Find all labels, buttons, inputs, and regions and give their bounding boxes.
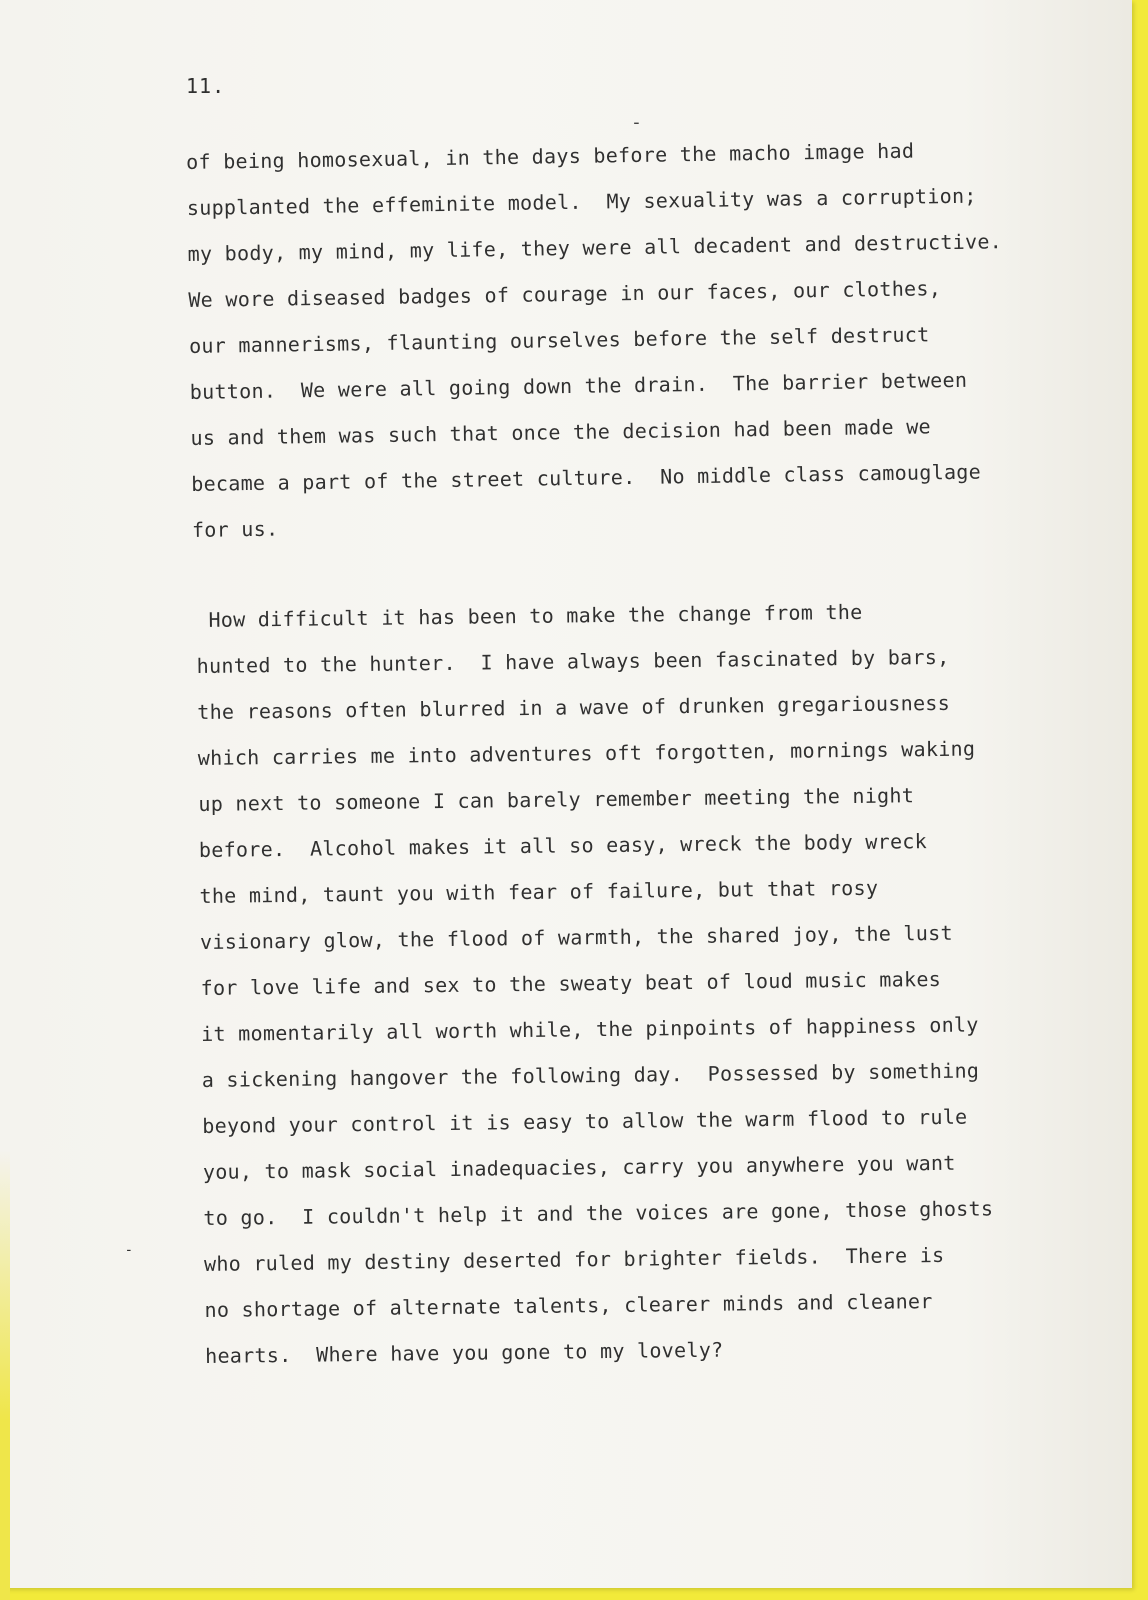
text-line: visionary glow, the flood of warmth, the shared joy, the lust — [199, 920, 953, 954]
page-number: 11. — [186, 74, 226, 98]
text-line: became a part of the street culture. No middle class camouglage — [191, 459, 982, 496]
text-line: We wore diseased badges of courage in our faces, our clothes, — [188, 276, 942, 312]
text-line: beyond your control it is easy to allow the warm flood to rule — [202, 1104, 968, 1138]
stray-mark: ˗ — [124, 1240, 134, 1259]
text-line: of being homosexual, in the days before the macho image had — [186, 138, 915, 174]
text-line: it momentarily all worth while, the pinpoints of happiness only — [201, 1012, 979, 1046]
yellow-backing-edge — [0, 1150, 10, 1600]
text-line: for us. — [191, 516, 279, 542]
text-line: up next to someone I can barely remember meeting the night — [198, 783, 915, 816]
text-line: button. We were all going down the drain. The barrier between — [189, 367, 968, 404]
paragraph-1 — [186, 138, 1003, 542]
text-line: our mannerisms, flaunting ourselves before the self destruct — [188, 322, 930, 358]
text-line: hearts. Where have you gone to my lovely? — [204, 1337, 724, 1368]
text-line: How difficult it has been to make the change from the — [196, 599, 863, 632]
text-line: supplanted the effeminite model. My sexuality was a corruption; — [186, 183, 977, 220]
text-line: my body, my mind, my life, they were all decadent and destructive. — [187, 229, 1003, 266]
text-line: no shortage of alternate talents, clearer minds and cleaner — [204, 1289, 933, 1322]
text-line: the mind, taunt you with fear of failure, but that rosy — [199, 875, 879, 908]
text-line: the reasons often blurred in a wave of drunken gregariousness — [197, 690, 951, 724]
text-line: you, to mask social inadequacies, carry you anywhere you want — [202, 1150, 956, 1184]
text-line: who ruled my destiny deserted for brighter fields. There is — [203, 1242, 945, 1276]
text-line: us and them was such that once the decision had been made we — [190, 414, 932, 450]
text-line: for love life and sex to the sweaty beat of loud music makes — [200, 966, 942, 1000]
text-line: to go. I couldn't help it and the voices are gone, those ghosts — [203, 1196, 994, 1230]
dash-mark: - — [631, 112, 642, 133]
text-line: a sickening hangover the following day. Possessed by something — [201, 1058, 980, 1092]
text-line: which carries me into adventures oft forgotten, mornings waking — [197, 736, 976, 770]
text-line: before. Alcohol makes it all so easy, wreck the body wreck — [198, 829, 928, 862]
paragraph-2 — [196, 599, 994, 1368]
text-line: hunted to the hunter. I have always been fascinated by bars, — [196, 644, 950, 678]
